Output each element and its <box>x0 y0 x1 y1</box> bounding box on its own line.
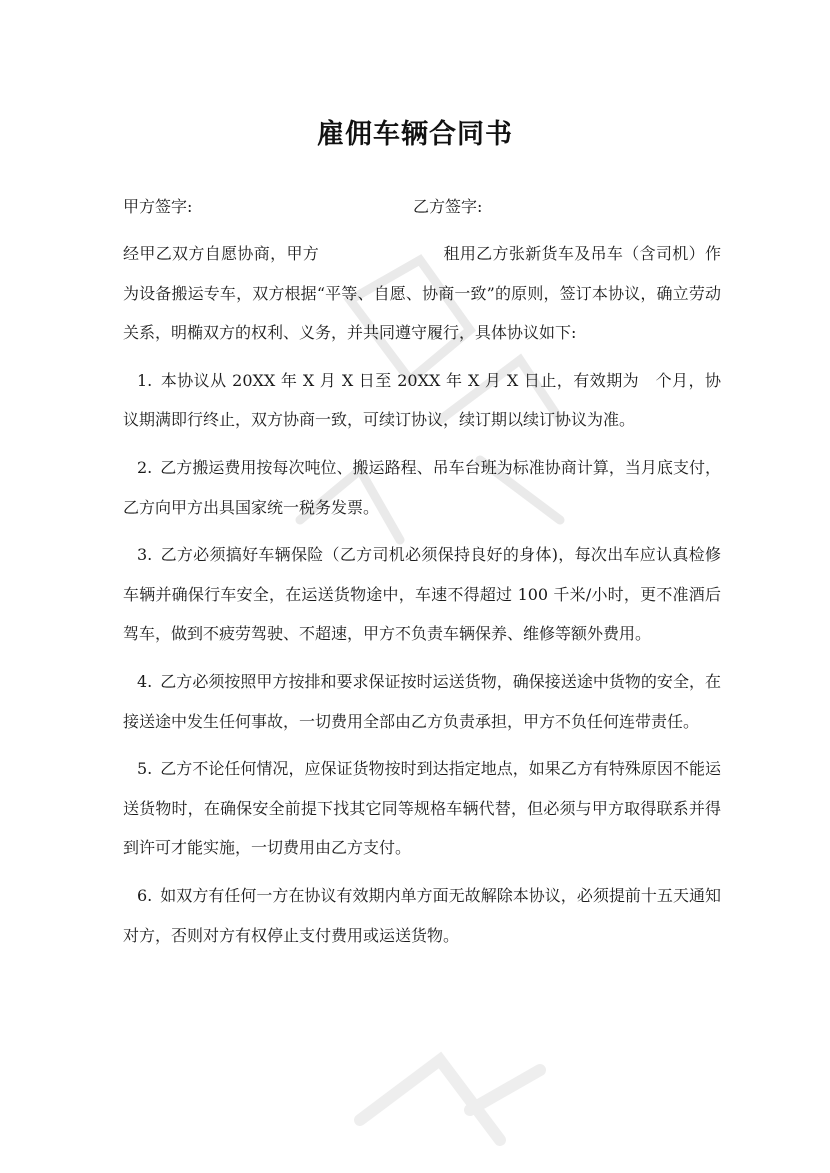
clause-text: 乙方搬运费用按每次吨位、搬运路程、吊车台班为标准协商计算，当月底支付，乙方向甲方出具国家统一税务发票。 <box>123 457 721 517</box>
intro-paragraph <box>123 234 721 353</box>
party-b-signature-label: 乙方签字: <box>413 197 483 216</box>
clause-number: 4. <box>137 671 153 691</box>
intro-part-1: 经甲乙双方自愿协商，甲方 <box>123 244 320 263</box>
clause-number: 6. <box>137 885 153 905</box>
document-title: 雇佣车辆合同书 <box>317 119 513 150</box>
clause-text: 乙方必须搞好车辆保险（乙方司机必须保持良好的身体)，每次出车应认真检修车辆并确保行车安全，在运送货物途中，车速不得超过 100 千米/小时，更不准酒后驾车，做到不疲劳驾驶、不超速，甲方不负责车辆保养、维修等额外费用。 <box>123 545 721 644</box>
contract-body <box>123 234 721 963</box>
party-a-signature-label: 甲方签字: <box>123 197 193 216</box>
clause-6 <box>123 876 721 955</box>
clause-text: 本协议从 20XX 年 X 月 X 日至 20XX 年 X 月 X 日止，有效期为 个月，协议期满即行终止，双方协商一致，可续订协议，续订期以续订协议为准。 <box>123 370 721 430</box>
intro-part-2: 租用乙方张新货车及吊车（含司机）作为设备搬运专车，双方根据“平等、自愿、协商一致”的原则，签订本协议，确立劳动关系，明椭双方的权利、义务，并共同遵守履行，具体协议如下: <box>123 244 721 343</box>
clause-2 <box>123 448 721 527</box>
clause-text: 乙方必须按照甲方按排和要求保证按时运送货物，确保接送途中货物的安全，在接送途中发生任何事故，一切费用全部由乙方负责承担，甲方不负任何连带责任。 <box>123 671 721 731</box>
clause-number: 2. <box>137 457 153 477</box>
clause-1 <box>123 361 721 440</box>
clause-number: 1. <box>137 370 153 390</box>
clause-text: 如双方有任何一方在协议有效期内单方面无故解除本协议，必须提前十五天通知对方，否则对方有权停止支付费用或运送货物。 <box>123 885 721 945</box>
clause-number: 3. <box>137 545 153 565</box>
clause-text: 乙方不论任何情况，应保证货物按时到达指定地点，如果乙方有特殊原因不能运送货物时，在确保安全前提下找其它同等规格车辆代替，但必须与甲方取得联系并得到许可才能实施，一切费用由乙方支付。 <box>123 759 721 858</box>
signature-row <box>123 194 723 218</box>
clause-4 <box>123 662 721 741</box>
clause-number: 5. <box>137 759 153 779</box>
clause-3 <box>123 535 721 654</box>
clause-5 <box>123 749 721 868</box>
